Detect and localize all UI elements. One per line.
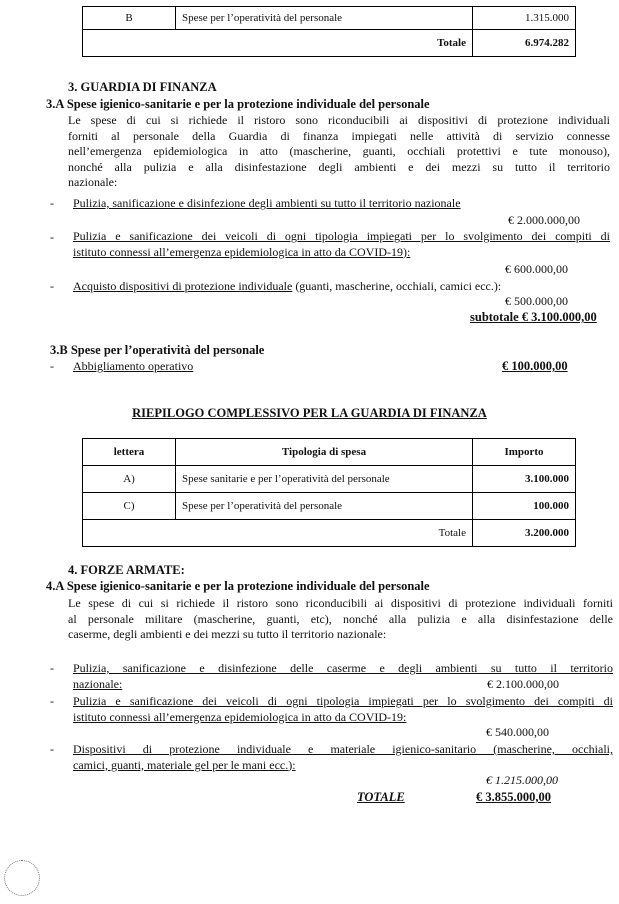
section-3b-title: 3.B Spese per l’operatività del personale <box>50 343 265 357</box>
bullet-dash: - <box>50 742 54 756</box>
summary-header-amount: Importo <box>473 439 576 466</box>
item-4a-1-text: Pulizia, sanificazione e disinfezione delle caserme e degli ambienti su tutto il territorio nazionale: <box>73 661 613 691</box>
summary-total-value: 3.200.000 <box>473 520 576 547</box>
item-4a-3-amount: € 1.215.000,00 <box>486 773 558 787</box>
table-row <box>83 493 576 520</box>
item-3a-2-text: Pulizia e sanificazione dei veicoli di ogni tipologia impiegati per lo svolgimento dei compiti di istituto connessi all’emergenza epidemiologica in atto da COVID-19): <box>73 229 610 259</box>
item-4a-3-text: Dispositivi di protezione individuale e materiale igienico-sanitario (mascherine, occhiali, camici, guanti, materiale gel per le mani ecc.): <box>73 742 613 772</box>
table-cell-letter: B <box>83 7 176 30</box>
section-3a-title: 3.A Spese igienico-sanitarie e per la protezione individuale del personale <box>46 97 430 111</box>
summary-header-letter: lettera <box>83 439 176 466</box>
summary-total-row <box>83 520 576 547</box>
table-cell-desc: Spese per l’operatività del personale <box>176 7 473 30</box>
item-4a-1-amount: € 2.100.000,00 <box>487 677 559 691</box>
bullet-dash: - <box>50 694 54 708</box>
summary-title: RIEPILOGO COMPLESSIVO PER LA GUARDIA DI FINANZA <box>132 406 487 420</box>
item-3a-2-amount: € 600.000,00 <box>505 262 568 276</box>
summary-cell-desc: Spese sanitarie e per l’operatività del personale <box>176 466 473 493</box>
table-total-value: 6.974.282 <box>473 30 576 57</box>
section-4a-paragraph: Le spese di cui si richiede il ristoro sono riconducibili ai dispositivi di protezione individuali forniti al personale militare (mascherine, guanti, etc), nonché alla pulizia e alla disinfestazione delle caserme, degli ambienti e dei mezzi su tutto il territorio nazionale: <box>68 596 613 641</box>
summary-header-row <box>83 439 576 466</box>
stamp-seal <box>4 860 40 896</box>
bullet-dash: - <box>50 230 54 244</box>
top-expense-table <box>82 6 576 57</box>
summary-cell-letter: C) <box>83 493 176 520</box>
table-row <box>83 7 576 30</box>
bullet-dash: - <box>50 279 54 293</box>
table-total-label: Totale <box>176 30 473 57</box>
summary-header-type: Tipologia di spesa <box>176 439 473 466</box>
bullet-dash: - <box>50 661 54 675</box>
summary-total-label: Totale <box>176 520 473 547</box>
section-4-total-value: € 3.855.000,00 <box>476 790 551 804</box>
section-3a-subtotal: subtotale € 3.100.000,00 <box>470 310 597 324</box>
item-3a-1-amount: € 2.000.000,00 <box>508 213 580 227</box>
summary-cell-letter: A) <box>83 466 176 493</box>
table-cell-amount: 1.315.000 <box>473 7 576 30</box>
summary-cell-amount: 3.100.000 <box>473 466 576 493</box>
summary-cell-desc: Spese per l’operatività del personale <box>176 493 473 520</box>
item-4a-2-amount: € 540.000,00 <box>486 725 549 739</box>
item-3b-amount: € 100.000,00 <box>502 359 568 373</box>
item-3b-text: Abbigliamento operativo <box>73 359 194 373</box>
summary-table <box>82 438 576 547</box>
item-3a-3-text: Acquisto dispositivi di protezione individuale (guanti, mascherine, occhiali, camici ecc.): <box>73 279 502 293</box>
table-total-row <box>83 30 576 57</box>
section-3a-paragraph: Le spese di cui si richiede il ristoro sono riconducibili ai dispositivi di protezione individuali forniti al personale della Guardia di finanza impiegati nelle attività di servizio connesse nell’emergenza epidemiologica in atto (mascherine, guanti, occhiali protettivi e tute monouso), nonché alla pulizia e alla disinfestazione degli ambienti e dei mezzi su tutto il territorio nazionale: <box>68 113 610 189</box>
item-3a-1-text: Pulizia, sanificazione e disinfezione degli ambienti su tutto il territorio nazionale <box>73 196 461 210</box>
item-4a-2-text: Pulizia e sanificazione dei veicoli di ogni tipologia impiegati per lo svolgimento dei compiti di istituto connessi all’emergenza epidemiologica in atto da COVID-19: <box>73 694 613 724</box>
summary-cell-amount: 100.000 <box>473 493 576 520</box>
item-3a-3-amount: € 500.000,00 <box>505 294 568 308</box>
table-row <box>83 466 576 493</box>
section-4-title: 4. FORZE ARMATE: <box>68 563 185 577</box>
section-3-title: 3. GUARDIA DI FINANZA <box>68 80 217 94</box>
bullet-dash: - <box>50 359 54 373</box>
section-4-total-label: TOTALE <box>357 790 405 804</box>
bullet-dash: - <box>50 196 54 210</box>
section-4a-title: 4.A Spese igienico-sanitarie e per la protezione individuale del personale <box>46 579 430 593</box>
